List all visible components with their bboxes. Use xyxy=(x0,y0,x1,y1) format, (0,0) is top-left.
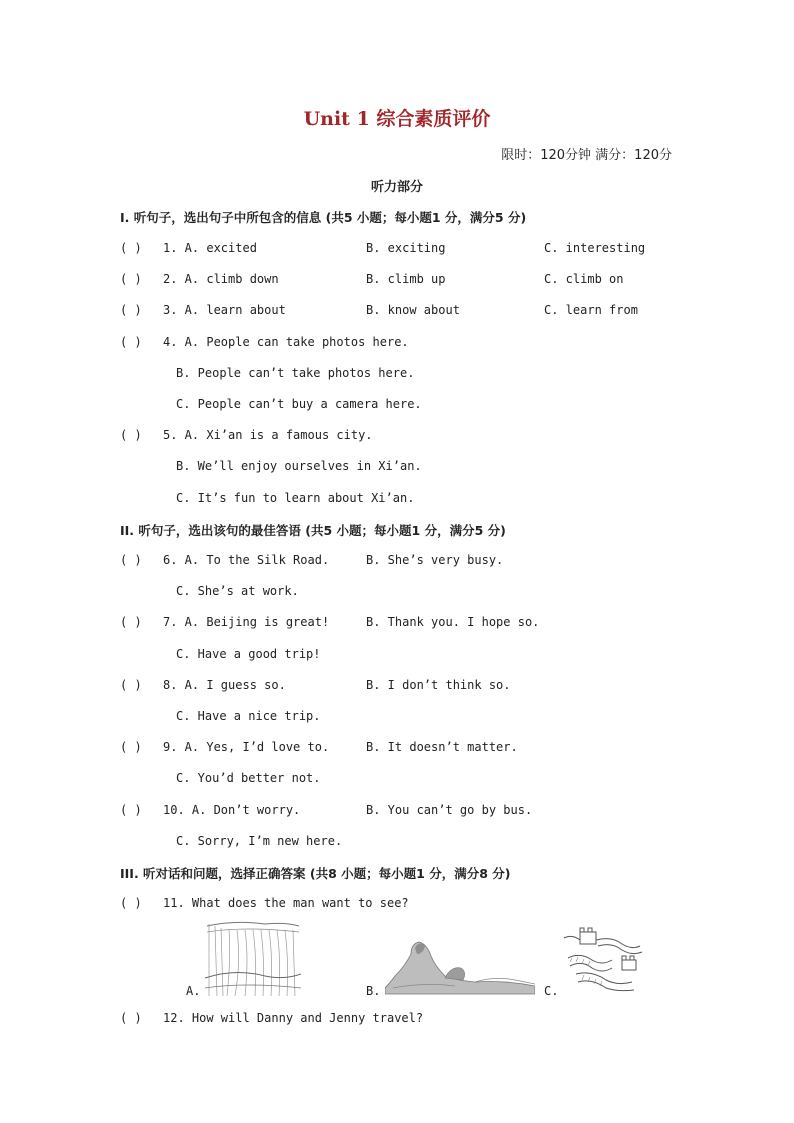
answer-bracket-2[interactable]: ( ) xyxy=(120,272,142,286)
q7-option-a: 7. A. Beijing is great! xyxy=(163,615,330,629)
waterfall-illustration[interactable] xyxy=(205,918,301,998)
q2-option-a: 2. A. climb down xyxy=(163,272,279,286)
page-title: Unit 1 综合素质评价 xyxy=(303,108,491,130)
section-1-heading: I. 听句子，选出句子中所包含的信息 (共5 小题；每小题1 分，满分5 分) xyxy=(120,210,527,225)
q8-option-a: 8. A. I guess so. xyxy=(163,678,286,692)
q8-option-c: C. Have a nice trip. xyxy=(176,709,321,723)
q7-option-b: B. Thank you. I hope so. xyxy=(366,615,540,629)
q2-option-c: C. climb on xyxy=(544,272,624,286)
answer-bracket-6[interactable]: ( ) xyxy=(120,553,142,567)
q11-label-a: A. xyxy=(186,984,201,998)
answer-bracket-4[interactable]: ( ) xyxy=(120,335,142,349)
q1-option-a: 1. A. excited xyxy=(163,241,257,255)
q11-label-c: C. xyxy=(544,984,559,998)
answer-bracket-3[interactable]: ( ) xyxy=(120,303,142,317)
q7-option-c: C. Have a good trip! xyxy=(176,647,321,661)
q5-option-a: 5. A. Xi’an is a famous city. xyxy=(163,428,373,442)
answer-bracket-1[interactable]: ( ) xyxy=(120,241,142,255)
section-2-heading: II. 听句子，选出该句的最佳答语 (共5 小题；每小题1 分，满分5 分) xyxy=(120,523,506,538)
q9-option-c: C. You’d better not. xyxy=(176,771,321,785)
q3-option-b: B. know about xyxy=(366,303,460,317)
q4-option-c: C. People can’t buy a camera here. xyxy=(176,397,422,411)
great-wall-illustration[interactable] xyxy=(562,924,648,992)
answer-bracket-11[interactable]: ( ) xyxy=(120,896,142,910)
q2-option-b: B. climb up xyxy=(366,272,446,286)
q4-option-a: 4. A. People can take photos here. xyxy=(163,335,409,349)
time-score-info: 限时：120分钟 满分：120分 xyxy=(501,148,672,163)
q1-option-b: B. exciting xyxy=(366,241,446,255)
answer-bracket-8[interactable]: ( ) xyxy=(120,678,142,692)
answer-bracket-5[interactable]: ( ) xyxy=(120,428,142,442)
section-3-heading: III. 听对话和问题，选择正确答案 (共8 小题；每小题1 分，满分8 分) xyxy=(120,866,511,881)
answer-bracket-7[interactable]: ( ) xyxy=(120,615,142,629)
q3-option-a: 3. A. learn about xyxy=(163,303,286,317)
q10-option-a: 10. A. Don’t worry. xyxy=(163,803,301,817)
q6-option-c: C. She’s at work. xyxy=(176,584,299,598)
q4-option-b: B. People can’t take photos here. xyxy=(176,366,415,380)
q6-option-a: 6. A. To the Silk Road. xyxy=(163,553,330,567)
q11-question: 11. What does the man want to see? xyxy=(163,896,409,910)
answer-bracket-12[interactable]: ( ) xyxy=(120,1011,142,1025)
q8-option-b: B. I don’t think so. xyxy=(366,678,511,692)
q1-option-c: C. interesting xyxy=(544,241,646,255)
part-heading: 听力部分 xyxy=(370,180,423,195)
q11-label-b: B. xyxy=(366,984,381,998)
q3-option-c: C. learn from xyxy=(544,303,638,317)
q12-question: 12. How will Danny and Jenny travel? xyxy=(163,1011,424,1025)
q6-option-b: B. She’s very busy. xyxy=(366,553,504,567)
q9-option-b: B. It doesn’t matter. xyxy=(366,740,518,754)
q10-option-b: B. You can’t go by bus. xyxy=(366,803,533,817)
q9-option-a: 9. A. Yes, I’d love to. xyxy=(163,740,330,754)
sculpture-illustration[interactable] xyxy=(385,936,535,996)
q5-option-b: B. We’ll enjoy ourselves in Xi’an. xyxy=(176,459,422,473)
answer-bracket-9[interactable]: ( ) xyxy=(120,740,142,754)
answer-bracket-10[interactable]: ( ) xyxy=(120,803,142,817)
q10-option-c: C. Sorry, I’m new here. xyxy=(176,834,343,848)
q5-option-c: C. It’s fun to learn about Xi’an. xyxy=(176,491,415,505)
